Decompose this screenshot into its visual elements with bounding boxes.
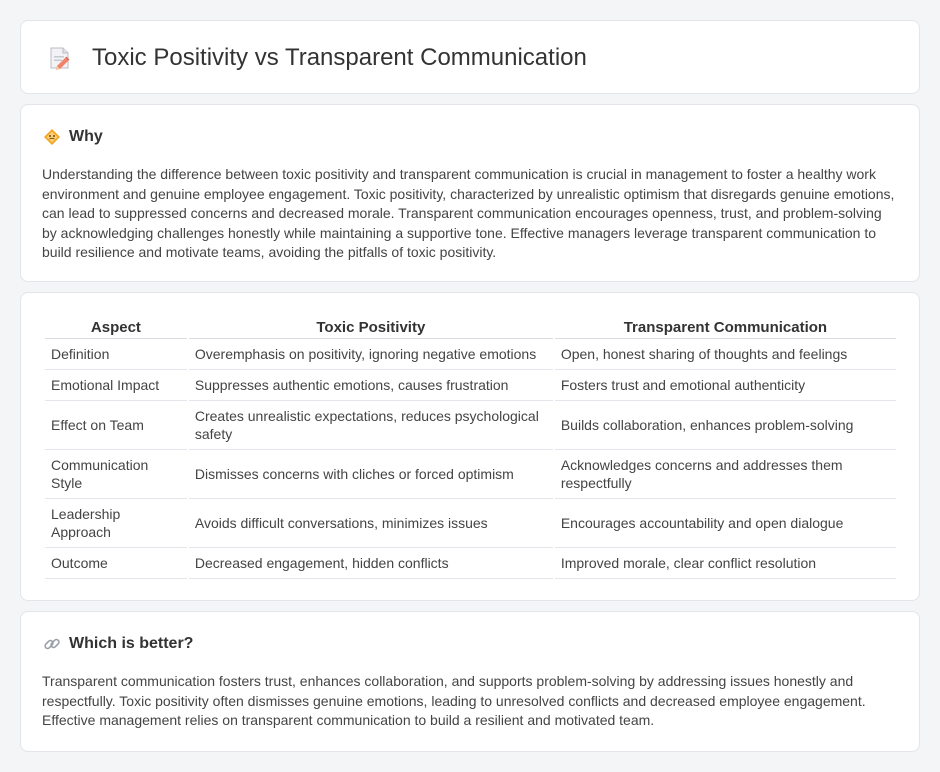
aspect-cell: Effect on Team xyxy=(45,401,187,450)
header-aspect: Aspect xyxy=(45,315,187,339)
which-is-better-section xyxy=(20,611,920,752)
why-body: Understanding the difference between toxic positivity and transparent communication is crucial in management to foster a healthy work environment and genuine employee engagement. Toxic positivity, characterized by unrealistic optimism that disregards genuine emotions, can lead to suppressed concerns and decreased morale. Transparent communication encourages openness, trust, and problem-solving by acknowledging challenges honestly while maintaining a supportive tone. Effective managers leverage transparent communication to build resilience and motivate teams, avoiding the pitfalls of toxic positivity. xyxy=(42,166,895,260)
transparent-cell: Acknowledges concerns and addresses them respectfully xyxy=(555,450,896,499)
aspect-cell: Leadership Approach xyxy=(45,499,187,548)
transparent-cell: Improved morale, clear conflict resolution xyxy=(555,548,896,579)
warning-diamond-icon xyxy=(43,128,61,146)
table-row xyxy=(45,548,896,579)
table-row xyxy=(45,499,896,548)
header-toxic-positivity: Toxic Positivity xyxy=(189,315,553,339)
comparison-section xyxy=(20,292,920,601)
table-row xyxy=(45,450,896,499)
aspect-cell: Emotional Impact xyxy=(45,370,187,401)
why-section xyxy=(20,104,920,282)
comparison-table xyxy=(43,315,898,579)
transparent-cell: Encourages accountability and open dialogue xyxy=(555,499,896,548)
toxic-cell: Suppresses authentic emotions, causes frustration xyxy=(189,370,553,401)
link-icon xyxy=(43,635,61,653)
why-heading: Why xyxy=(69,128,103,145)
transparent-cell: Builds collaboration, enhances problem-solving xyxy=(555,401,896,450)
toxic-cell: Creates unrealistic expectations, reduces psychological safety xyxy=(189,401,553,450)
document-pencil-icon xyxy=(47,45,73,71)
better-heading-row xyxy=(43,634,193,654)
aspect-cell: Outcome xyxy=(45,548,187,579)
why-heading-row xyxy=(43,127,103,147)
page-title: Toxic Positivity vs Transparent Communication xyxy=(92,44,587,71)
title-card xyxy=(20,20,920,94)
transparent-cell: Open, honest sharing of thoughts and feelings xyxy=(555,339,896,370)
table-header-row xyxy=(45,315,896,339)
table-row xyxy=(45,401,896,450)
better-heading: Which is better? xyxy=(69,635,194,652)
table-row xyxy=(45,339,896,370)
toxic-cell: Overemphasis on positivity, ignoring negative emotions xyxy=(189,339,553,370)
aspect-cell: Definition xyxy=(45,339,187,370)
transparent-cell: Fosters trust and emotional authenticity xyxy=(555,370,896,401)
toxic-cell: Dismisses concerns with cliches or forced optimism xyxy=(189,450,553,499)
table-row xyxy=(45,370,896,401)
toxic-cell: Avoids difficult conversations, minimizes issues xyxy=(189,499,553,548)
header-transparent-communication: Transparent Communication xyxy=(555,315,896,339)
better-body: Transparent communication fosters trust, enhances collaboration, and supports problem-solving by addressing issues honestly and respectfully. Toxic positivity often dismisses genuine emotions, leading to unresolved conflicts and decreased employee engagement. Effective management relies on transparent communication to build a resilient and motivated team. xyxy=(42,673,866,728)
aspect-cell: Communication Style xyxy=(45,450,187,499)
toxic-cell: Decreased engagement, hidden conflicts xyxy=(189,548,553,579)
